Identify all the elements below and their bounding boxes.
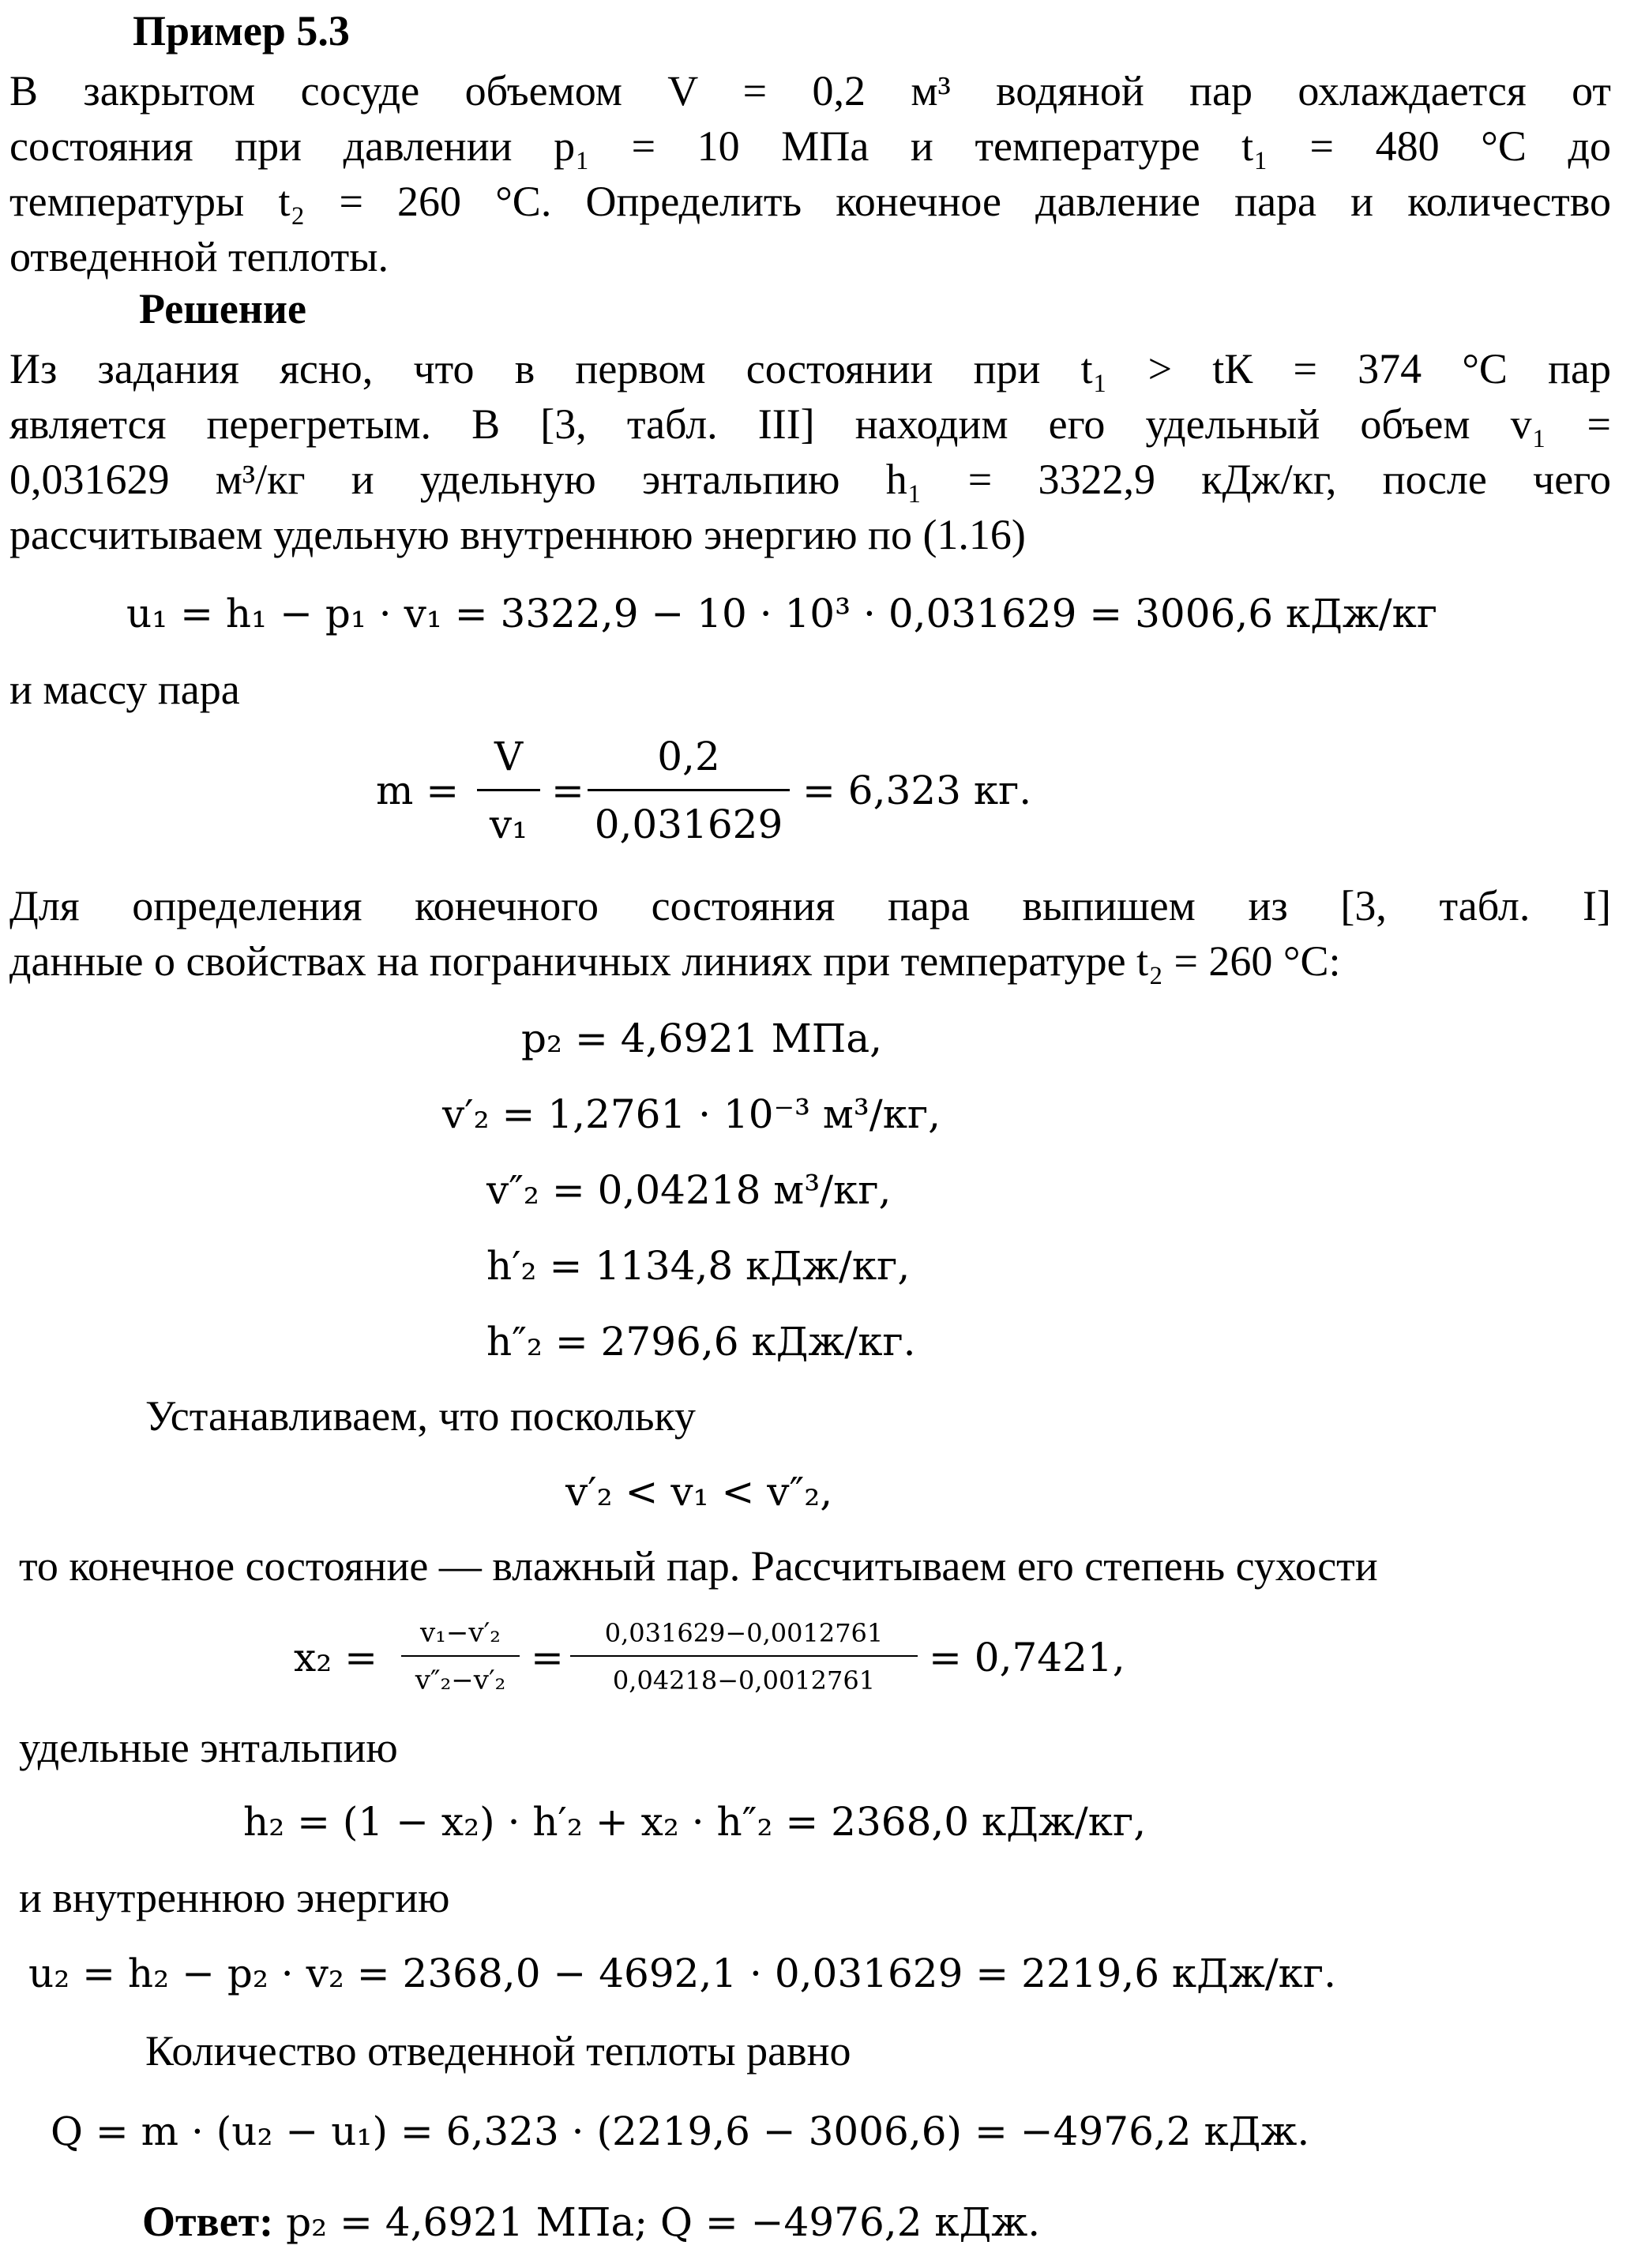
- solution-heading: Решение: [139, 285, 306, 332]
- equation-u1: u₁ = h₁ − p₁ · v₁ = 3322,9 − 10 · 10³ · 0,031629 = 3006,6 кДж/кг: [126, 591, 1438, 636]
- example-title: Пример 5.3: [133, 7, 350, 54]
- boundary-line-2: данные о свойствах на пограничных линиях при температуре t₂ = 260 °C:: [9, 937, 1341, 985]
- solution-line-2: является перегретым. В [3, табл. III] находим его удельный объем v₁ =: [9, 400, 1611, 448]
- problem-line-4: отведенной теплоты.: [9, 233, 389, 280]
- dryness-numerator-2: 0,031629−0,0012761: [604, 1618, 884, 1648]
- dryness-numerator-1: v₁−v′₂: [420, 1617, 501, 1649]
- text-energy: и внутреннюю энергию: [19, 1874, 450, 1921]
- dryness-equals: =: [531, 1635, 564, 1680]
- equation-inequality: v′₂ < v₁ < v″₂,: [565, 1469, 833, 1515]
- answer-line: [142, 2194, 1040, 2250]
- mass-fraction-bar-2: [588, 789, 790, 791]
- solution-line-1: Из задания ясно, что в первом состоянии при t₁ > tК = 374 °C пар: [9, 345, 1611, 392]
- mass-lhs: m =: [376, 768, 460, 813]
- equation-Q: Q = m · (u₂ − u₁) = 6,323 · (2219,6 − 3006,6) = −4976,2 кДж.: [51, 2108, 1310, 2154]
- text-enthalpy: удельные энтальпию: [19, 1724, 398, 1771]
- text-since: Устанавливаем, что поскольку: [145, 1392, 696, 1440]
- mass-denominator-1: v₁: [489, 802, 528, 847]
- answer-text: p₂ = 4,6921 МПа; Q = −4976,2 кДж.: [273, 2199, 1041, 2245]
- property-h2-double-prime: h″₂ = 2796,6 кДж/кг.: [486, 1319, 916, 1365]
- solution-line-4: рассчитываем удельную внутреннюю энергию по (1.16): [9, 511, 1026, 558]
- property-p2: p₂ = 4,6921 МПа,: [521, 1016, 883, 1061]
- dryness-lhs: x₂ =: [294, 1635, 378, 1680]
- mass-numerator-1: V: [494, 734, 524, 779]
- mass-denominator-2: 0,031629: [594, 802, 783, 847]
- mass-numerator-2: 0,2: [657, 734, 720, 779]
- mass-equals: =: [551, 768, 584, 813]
- answer-label: Ответ:: [142, 2198, 274, 2245]
- problem-line-3: температуры t₂ = 260 °C. Определить конечное давление пара и количество: [9, 178, 1611, 225]
- dryness-denominator-1: v″₂−v′₂: [415, 1665, 506, 1696]
- property-h2-prime: h′₂ = 1134,8 кДж/кг,: [486, 1243, 911, 1289]
- problem-line-1: В закрытом сосуде объемом V = 0,2 м³ водяной пар охлаждается от: [9, 67, 1611, 115]
- solution-line-3: 0,031629 м³/кг и удельную энтальпию h₁ = 3322,9 кДж/кг, после чего: [9, 456, 1611, 503]
- dryness-result: = 0,7421,: [929, 1635, 1125, 1680]
- text-mass: и массу пара: [9, 666, 240, 713]
- boundary-line-1: Для определения конечного состояния пара выпишем из [3, табл. I]: [9, 882, 1611, 929]
- equation-h2: h₂ = (1 − x₂) · h′₂ + x₂ · h″₂ = 2368,0 кДж/кг,: [243, 1799, 1147, 1845]
- problem-line-2: состояния при давлении p₁ = 10 МПа и температуре t₁ = 480 °C до: [9, 122, 1611, 170]
- property-v2-double-prime: v″₂ = 0,04218 м³/кг,: [486, 1167, 892, 1213]
- dryness-denominator-2: 0,04218−0,0012761: [612, 1665, 876, 1695]
- mass-fraction-bar-1: [477, 789, 540, 791]
- mass-result: = 6,323 кг.: [802, 768, 1032, 813]
- property-v2-prime: v′₂ = 1,2761 · 10⁻³ м³/кг,: [442, 1091, 941, 1137]
- dryness-fraction-bar-2: [570, 1655, 918, 1657]
- dryness-fraction-bar-1: [401, 1655, 520, 1657]
- text-heat: Количество отведенной теплоты равно: [145, 2027, 851, 2075]
- text-wet-steam: то конечное состояние — влажный пар. Рассчитываем его степень сухости: [19, 1542, 1378, 1590]
- equation-u2: u₂ = h₂ − p₂ · v₂ = 2368,0 − 4692,1 · 0,031629 = 2219,6 кДж/кг.: [28, 1951, 1337, 1996]
